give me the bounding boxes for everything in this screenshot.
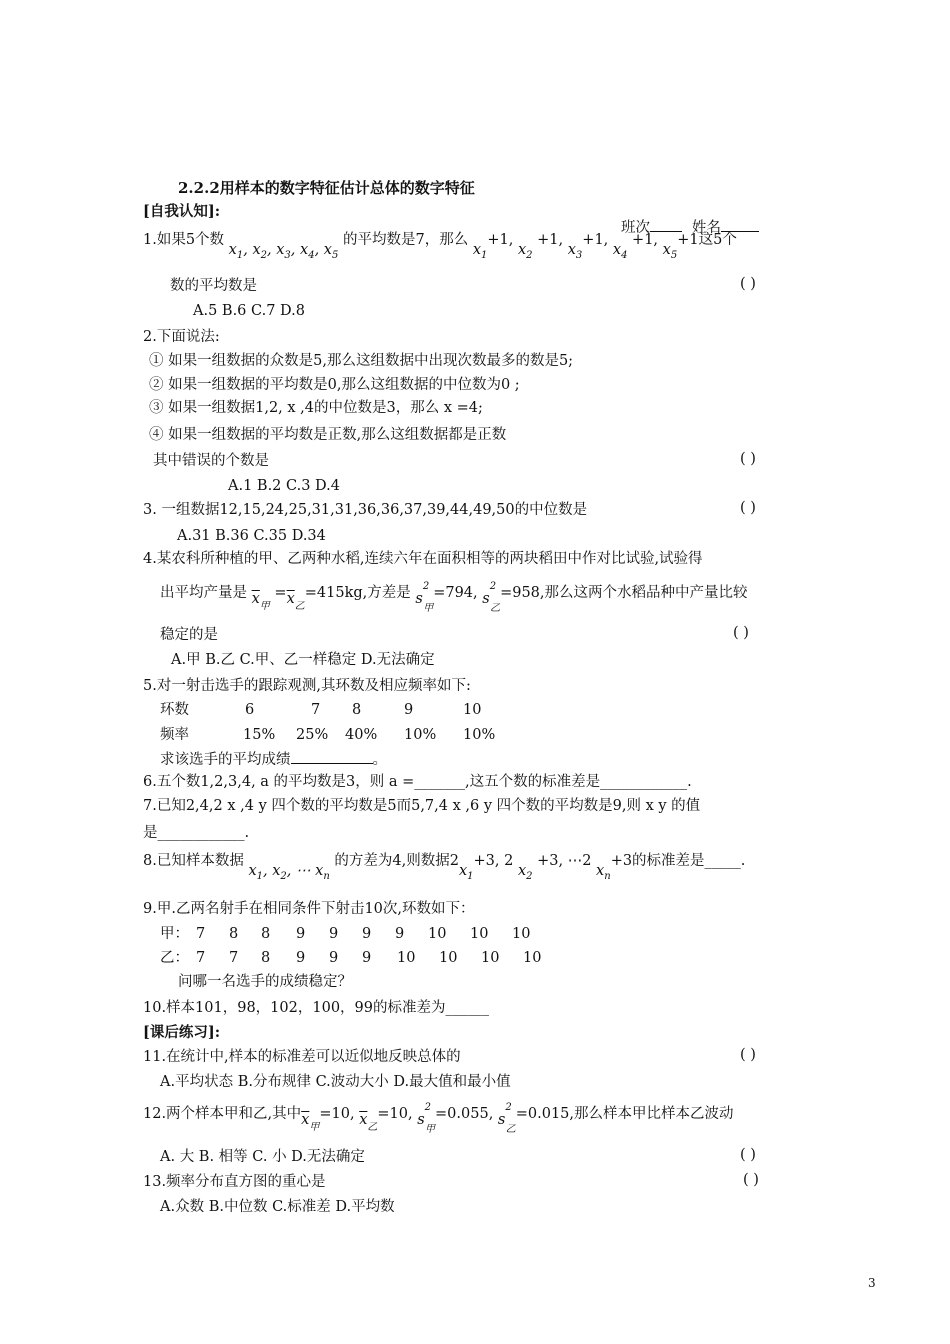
question-5-ask: 求该选手的平均成绩 。 bbox=[160, 749, 387, 770]
question-3-options: A.31 B.36 C.35 D.34 bbox=[177, 528, 326, 544]
question-11: 11.在统计中,样本的标准差可以近似地反映总体的 bbox=[143, 1049, 461, 1065]
score: 9 bbox=[329, 950, 339, 966]
question-2-item-3: ③ 如果一组数据1,2, x ,4的中位数是3，那么 x =4; bbox=[149, 400, 483, 416]
score: 8 bbox=[229, 926, 239, 942]
page-title: 2.2.2用样本的数字特征估计总体的数字特征 bbox=[178, 179, 475, 197]
score: 9 bbox=[395, 926, 405, 942]
question-2-item-1: ① 如果一组数据的众数是5,那么这组数据中出现次数最多的数是5; bbox=[149, 353, 574, 369]
question-7-line1: 7.已知2,4,2 x ,4 y 四个数的平均数是5而5,7,4 x ,6 y 四个数的平均数是9,则 x y 的值 bbox=[143, 798, 701, 814]
question-3-answer-paren: ( ) bbox=[740, 500, 756, 516]
ring-value: 6 bbox=[245, 702, 255, 718]
score: 9 bbox=[362, 950, 372, 966]
score: 10 bbox=[439, 950, 458, 966]
score: 10 bbox=[428, 926, 447, 942]
question-6: 6.五个数1,2,3,4, a 的平均数是3，则 a =_______,这五个数的标准差是____________. bbox=[143, 774, 692, 790]
q1-expr: $x_1+1$, $x_2 +1$, $x_3+1$, $x_4 +1$, $x_5$ bbox=[472, 232, 678, 261]
freq-value: 25% bbox=[296, 727, 329, 743]
shooter-jia-label: 甲： bbox=[160, 926, 189, 942]
question-3: 3. 一组数据12,15,24,25,31,31,36,36,37,39,44,49,50的中位数是 bbox=[143, 502, 588, 518]
question-2-options: A.1 B.2 C.3 D.4 bbox=[228, 478, 340, 494]
question-4-line2: 出平均产量是 $\overline{x}_甲 =\overline{x}_乙=415kg$,方差是 $s^2_甲=794$, $s^2_乙=958$,那么这两个水稻品种中产量比较 bbox=[160, 581, 748, 614]
question-13-options: A.众数 B.中位数 C.标准差 D.平均数 bbox=[160, 1199, 395, 1215]
page-number: 3 bbox=[868, 1276, 876, 1290]
class-label: 班次 bbox=[621, 217, 682, 238]
question-4-options: A.甲 B.乙 C.甲、乙一样稳定 D.无法确定 bbox=[171, 652, 435, 668]
score: 7 bbox=[229, 950, 239, 966]
score: 9 bbox=[329, 926, 339, 942]
score: 7 bbox=[196, 926, 206, 942]
question-1-answer-paren: ( ) bbox=[740, 276, 756, 292]
ring-value: 8 bbox=[352, 702, 362, 718]
section-self-check: [自我认知]: bbox=[143, 203, 221, 220]
question-2-answer-paren: ( ) bbox=[740, 451, 756, 467]
score: 9 bbox=[296, 926, 306, 942]
freq-value: 15% bbox=[243, 727, 276, 743]
question-12-answer-paren: ( ) bbox=[740, 1147, 756, 1163]
score: 9 bbox=[362, 926, 372, 942]
question-1-options: A.5 B.6 C.7 D.8 bbox=[193, 303, 305, 319]
question-10: 10.样本101，98，102，100，99的标准差为______ bbox=[143, 1000, 489, 1016]
question-5-head: 5.对一射击选手的跟踪观测,其环数及相应频率如下: bbox=[143, 678, 471, 694]
question-7-line2: 是____________. bbox=[143, 825, 250, 841]
score: 8 bbox=[261, 950, 271, 966]
question-8: 8.已知样本数据 $x_1$, $x_2$, ⋯ $x_n$ 的方差为4,则数据$2x_1+3$, 2 $x_2 +3$, ⋯2 $x_n+3$的标准差是_____. bbox=[143, 853, 746, 882]
score: 10 bbox=[523, 950, 542, 966]
score: 10 bbox=[470, 926, 489, 942]
freq-value: 10% bbox=[463, 727, 496, 743]
freq-row-label: 频率 bbox=[160, 727, 189, 743]
section-after-class: [课后练习]: bbox=[143, 1024, 221, 1041]
score: 9 bbox=[296, 950, 306, 966]
question-1-line2: 数的平均数是 bbox=[170, 278, 257, 294]
question-4-answer-paren: ( ) bbox=[733, 625, 749, 641]
ring-value: 9 bbox=[404, 702, 414, 718]
score: 7 bbox=[196, 950, 206, 966]
question-2-item-2: ② 如果一组数据的平均数是0,那么这组数据的中位数为0 ; bbox=[149, 377, 520, 393]
name-label: 姓名 bbox=[692, 217, 759, 238]
question-13: 13.频率分布直方图的重心是 bbox=[143, 1174, 326, 1190]
question-9-ask: 问哪一名选手的成绩稳定？ bbox=[178, 974, 352, 990]
question-4-line3: 稳定的是 bbox=[160, 627, 218, 643]
ring-value: 10 bbox=[463, 702, 482, 718]
question-1: 1.如果5个数 $x_1$, $x_2$, $x_3$, $x_4$, $x_5$ 的平均数是7，那么 $x_1+1$, $x_2 +1$, $x_3+1$, $x_4 +1$, $x_5+1$这5个 bbox=[143, 232, 737, 261]
ring-row-label: 环数 bbox=[160, 702, 189, 718]
freq-value: 40% bbox=[345, 727, 378, 743]
ring-value: 7 bbox=[311, 702, 321, 718]
question-12: 12.两个样本甲和乙,其中$\overline{x}_甲=10$, $\overline{x}_乙=10$, $s^2_甲=0.055$, $s^2_乙=0.015$,那么样本甲比样本乙波动 bbox=[143, 1102, 734, 1135]
question-2-tail: 其中错误的个数是 bbox=[153, 453, 269, 469]
q1-vars: $x_1$, $x_2$, $x_3$, $x_4$, $x_5$ bbox=[228, 242, 339, 261]
score: 10 bbox=[512, 926, 531, 942]
freq-value: 10% bbox=[404, 727, 437, 743]
question-2-head: 2.下面说法: bbox=[143, 329, 220, 345]
question-13-answer-paren: ( ) bbox=[743, 1172, 759, 1188]
question-2-item-4: ④ 如果一组数据的平均数是正数,那么这组数据都是正数 bbox=[149, 427, 507, 443]
score: 8 bbox=[261, 926, 271, 942]
question-11-answer-paren: ( ) bbox=[740, 1047, 756, 1063]
question-12-options: A. 大 B. 相等 C. 小 D.无法确定 bbox=[160, 1149, 365, 1165]
score: 10 bbox=[481, 950, 500, 966]
question-9-head: 9.甲.乙两名射手在相同条件下射击10次,环数如下： bbox=[143, 901, 475, 917]
question-4-line1: 4.某农科所种植的甲、乙两种水稻,连续六年在面积相等的两块稻田中作对比试验,试验得 bbox=[143, 551, 703, 567]
question-11-options: A.平均状态 B.分布规律 C.波动大小 D.最大值和最小值 bbox=[160, 1074, 511, 1090]
shooter-yi-label: 乙： bbox=[160, 950, 189, 966]
score: 10 bbox=[397, 950, 416, 966]
